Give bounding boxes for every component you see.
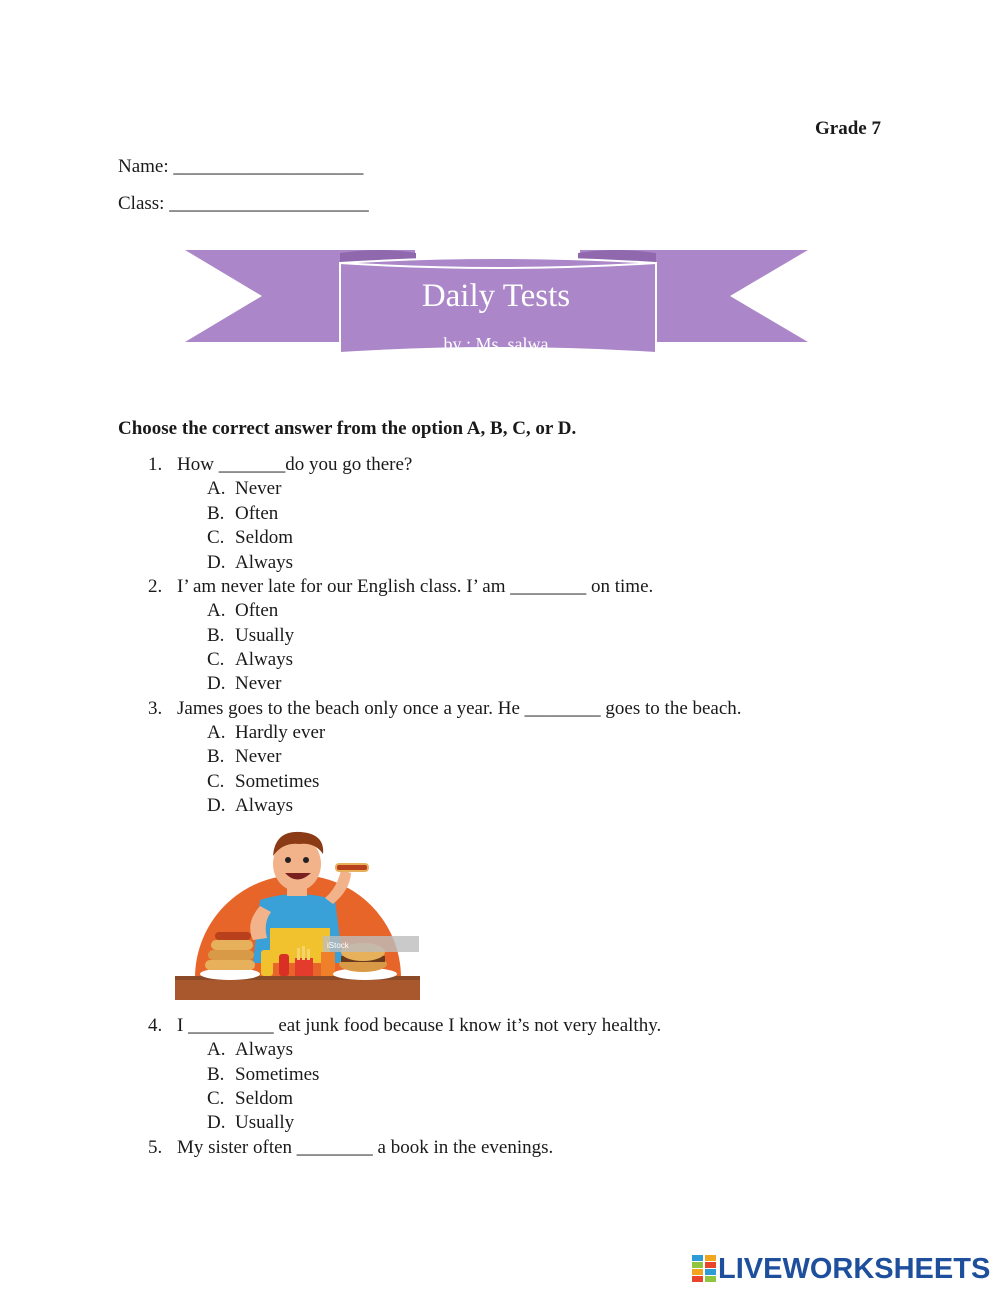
option-text: Sometimes (235, 771, 320, 792)
option-letter: A. (207, 478, 226, 499)
option-letter: B. (207, 503, 225, 524)
option-4d (0, 1112, 1000, 1136)
option-text: Usually (235, 1112, 295, 1133)
option-letter: D. (207, 552, 226, 573)
option-text: Usually (235, 625, 295, 646)
liveworksheets-logo-icon (692, 1255, 716, 1283)
option-text: Hardly ever (235, 722, 326, 743)
option-1c (0, 527, 1000, 551)
option-text: Often (235, 503, 279, 524)
question-3 (0, 698, 1000, 722)
liveworksheets-logo-text: LIVEWORKSHEETS (718, 1253, 991, 1285)
option-letter: A. (207, 1039, 226, 1060)
question-number: 3. (148, 698, 163, 719)
question-number: 4. (148, 1015, 163, 1036)
option-letter: D. (207, 1112, 226, 1133)
question-1 (0, 454, 1000, 478)
option-text: Always (235, 1039, 294, 1060)
option-letter: B. (207, 746, 225, 767)
question-5 (0, 1137, 1000, 1161)
instruction-text: Choose the correct answer from the option A, B, C, or D. (118, 418, 577, 439)
option-2a (0, 600, 1000, 624)
question-text: I’ am never late for our English class. I’ am ________ on time. (177, 576, 654, 597)
option-letter: D. (207, 673, 226, 694)
option-text: Never (235, 746, 282, 767)
question-number: 1. (148, 454, 163, 475)
class-field: Class: _____________________ (118, 193, 369, 214)
name-field: Name: ____________________ (118, 156, 364, 177)
option-2b (0, 625, 1000, 649)
option-letter: A. (207, 600, 226, 621)
question-text: My sister often ________ a book in the evenings. (177, 1137, 554, 1158)
question-text: How _______do you go there? (177, 454, 413, 475)
option-text: Always (235, 795, 294, 816)
option-2d (0, 673, 1000, 697)
banner-title: Daily Tests (421, 278, 571, 314)
option-letter: D. (207, 795, 226, 816)
option-1b (0, 503, 1000, 527)
grade-label: Grade 7 (815, 118, 881, 139)
question-number: 5. (148, 1137, 163, 1158)
option-text: Never (235, 478, 282, 499)
illustration-watermark: iStock (327, 941, 349, 950)
question-text: I _________ eat junk food because I know it’s not very healthy. (177, 1015, 662, 1036)
option-text: Always (235, 649, 294, 670)
option-3c (0, 771, 1000, 795)
option-letter: A. (207, 722, 226, 743)
option-letter: C. (207, 1088, 225, 1109)
liveworksheets-logo[interactable] (692, 1253, 991, 1285)
question-number: 2. (148, 576, 163, 597)
option-letter: B. (207, 625, 225, 646)
junk-food-man-illustration (175, 828, 420, 1003)
option-1a (0, 478, 1000, 502)
option-letter: C. (207, 649, 225, 670)
option-3b (0, 746, 1000, 770)
option-2c (0, 649, 1000, 673)
option-text: Often (235, 600, 279, 621)
option-letter: B. (207, 1064, 225, 1085)
option-text: Always (235, 552, 294, 573)
option-letter: C. (207, 527, 225, 548)
banner-subtitle: by : Ms. salwa (443, 334, 549, 354)
question-2 (0, 576, 1000, 600)
question-text: James goes to the beach only once a year. He ________ goes to the beach. (177, 698, 742, 719)
option-1d (0, 552, 1000, 576)
option-3d (0, 795, 1000, 819)
option-text: Seldom (235, 1088, 294, 1109)
option-text: Never (235, 673, 282, 694)
option-text: Seldom (235, 527, 294, 548)
option-4b (0, 1064, 1000, 1088)
option-3a (0, 722, 1000, 746)
option-letter: C. (207, 771, 225, 792)
option-text: Sometimes (235, 1064, 320, 1085)
question-4 (0, 1015, 1000, 1039)
option-4c (0, 1088, 1000, 1112)
option-4a (0, 1039, 1000, 1063)
